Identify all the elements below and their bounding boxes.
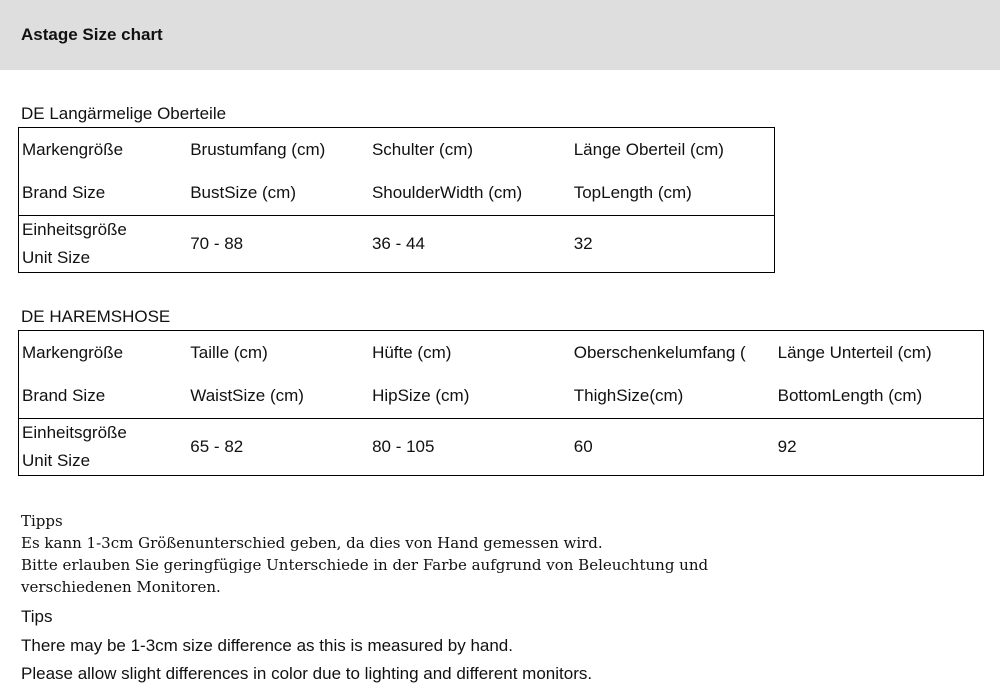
tops-section-title: DE Langärmelige Oberteile	[21, 104, 227, 123]
header-cell: ShoulderWidth (cm)	[371, 183, 523, 202]
header-cell: Brand Size	[22, 386, 106, 405]
size-label-de: Einheitsgröße	[22, 423, 127, 442]
table-header-row-de	[19, 331, 984, 375]
header-cell: Oberschenkelumfang (	[573, 342, 746, 362]
tips-german	[21, 510, 708, 598]
tips-title: Tips	[21, 607, 53, 626]
table-header-row-en	[19, 171, 775, 216]
header-cell: Schulter (cm)	[371, 139, 474, 159]
pants-section-title: DE HAREMSHOSE	[21, 307, 171, 326]
header-cell: Länge Unterteil (cm)	[777, 342, 932, 362]
value-cell: 60	[571, 419, 775, 476]
size-cell	[19, 419, 188, 476]
header-cell: ThighSize(cm)	[573, 386, 684, 405]
table-header-row-de	[19, 128, 775, 172]
header-cell: BottomLength (cm)	[777, 386, 923, 405]
tips-line: Es kann 1-3cm Größenunterschied geben, da dies von Hand gemessen wird.	[21, 534, 603, 552]
page-title: Astage Size chart	[21, 25, 163, 44]
header-cell: TopLength (cm)	[573, 183, 692, 202]
tips-line: There may be 1-3cm size difference as this is measured by hand.	[21, 635, 513, 655]
header-cell: Brustumfang (cm)	[190, 139, 326, 159]
table-header-row-en	[19, 374, 984, 419]
tips-line: Bitte erlauben Sie geringfügige Unterschiede in der Farbe aufgrund von Beleuchtung und	[21, 556, 709, 574]
header-cell: Hüfte (cm)	[372, 342, 452, 362]
header-cell: WaistSize (cm)	[190, 386, 304, 405]
tips-line: Please allow slight differences in color due to lighting and different monitors.	[21, 664, 593, 683]
table-row	[19, 216, 775, 273]
size-label-de: Einheitsgröße	[22, 220, 127, 239]
header-cell: Markengröße	[22, 342, 124, 362]
size-label-en: Unit Size	[22, 248, 91, 267]
header-bar	[0, 0, 1000, 70]
size-cell	[19, 216, 188, 273]
tops-size-table	[18, 127, 775, 273]
header-cell: Taille (cm)	[190, 342, 268, 362]
value-cell: 92	[775, 419, 984, 476]
table-row	[19, 419, 984, 476]
value-cell: 65 - 82	[187, 419, 369, 476]
value-cell: 80 - 105	[369, 419, 571, 476]
size-label-en: Unit Size	[22, 451, 91, 470]
value-cell: 70 - 88	[187, 216, 369, 273]
tips-title: Tipps	[21, 512, 63, 530]
header-cell: Länge Oberteil (cm)	[573, 139, 724, 159]
pants-size-table	[18, 330, 984, 476]
header-cell: HipSize (cm)	[372, 386, 470, 405]
tips-english	[21, 603, 592, 689]
tips-line: verschiedenen Monitoren.	[21, 578, 221, 596]
value-cell: 36 - 44	[369, 216, 571, 273]
header-cell: BustSize (cm)	[190, 183, 296, 202]
value-cell: 32	[571, 216, 775, 273]
header-cell: Markengröße	[22, 139, 124, 159]
header-cell: Brand Size	[22, 183, 106, 202]
